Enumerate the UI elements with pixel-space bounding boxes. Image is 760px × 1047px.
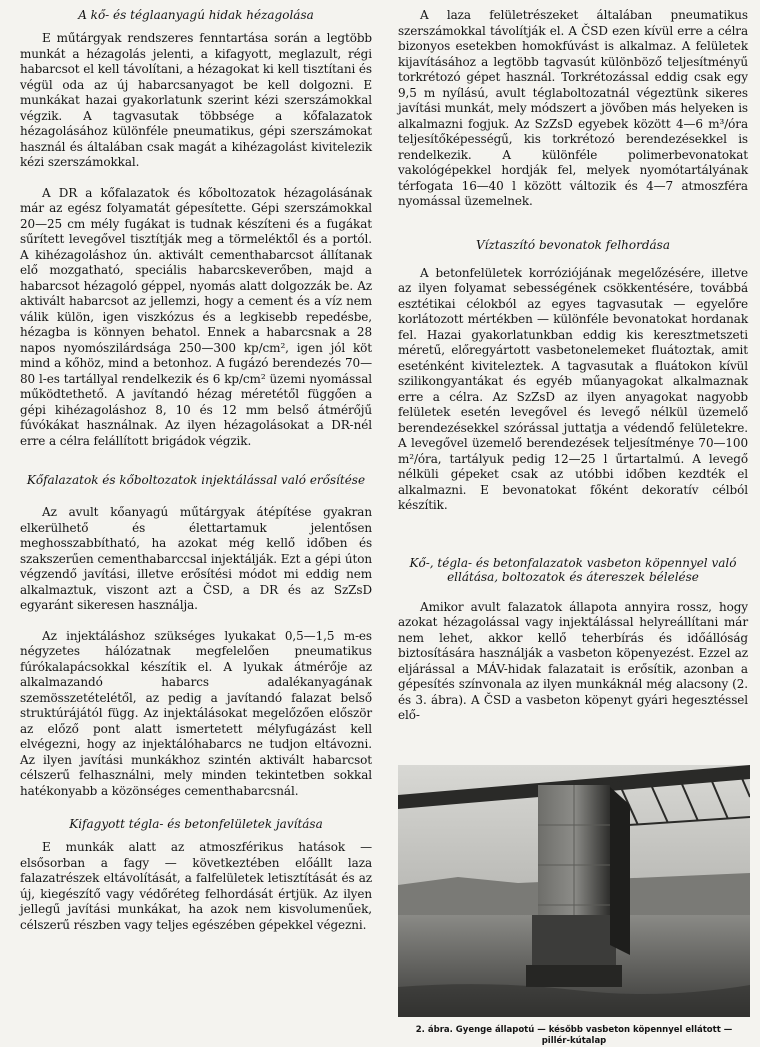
paragraph: E munkák alatt az atmoszférikus hatások — elsősorban a fagy — következtében előállt laza falazatrészek eltávolítását, a falfelületek letisztítását és az új, kiegészítő vagy védőréteg felhordását értjük. Az ilyen jellegű javítási munkákat, ha azok nem kisvolumenűek, célszerű részben vagy teljes egészében gépekkel végezni. xyxy=(20,840,372,932)
section-heading-hezagolas: A kő- és téglaanyagú hidak hézagolása xyxy=(78,8,314,22)
section-heading-injektalas: Kőfalazatok és kőboltozatok injektálással való erősítése xyxy=(26,473,366,487)
section-heading-kopeny: Kő-, tégla- és betonfalazatok vasbeton köpennyel való ellátása, boltozatok és átereszek bélelése xyxy=(409,555,737,584)
paragraph: A betonfelületek korróziójának megelőzésére, illetve az ilyen folyamat sebességének csökkentésére, továbbá esztétikai célokból az egyes tagvasutak — egyelőre korlátozott mértékben — különféle bevonatokat hordanak fel. Hazai gyakorlatunkban eddig kis keresztmetszeti méretű, előregyártott vasbetonelemeket fluátoztak, amit eseténként kiviteleztek. A tagvasutak a fluátokon kívül szilikongyantákat és egyéb műanyagokat alkalmaznak erre a célra. Az SzZsD az ilyen anyagokat nagyobb felületek esetén levegővel és levegő nélkül üzemelő berendezésekkel szórással juttatja a védendő felületekre. A levegővel üzemelő berendezések teljesítménye 70—100 m²/óra, tartályuk pedig 12—25 l űrtartalmú. A levegő nélküli gépeket csak az utóbbi időben kezdték el alkalmazni. E bevonatokat főként dekoratív célból készítik. xyxy=(398,265,748,512)
bridge-pier-photo xyxy=(398,765,750,1017)
paragraph: Az avult kőanyagú műtárgyak átépítése gyakran elkerülhető és élettartamuk jelentősen meghosszabbítható, ha azokat még kellő időben és szakszerűen cementhabarccsal injektálják. Ezt a gépi úton végzendő javítási, illetve erősítési módot mi eddig nem alkalmaztuk, viszont azt a ČSD, a DR és az SzZsD egyaránt sikeresen használja. xyxy=(20,505,372,612)
figure-caption: 2. ábra. Gyenge állapotú — később vasbeton köpennyel ellátott — pillér-kútalap xyxy=(415,1025,733,1046)
section-heading-viztaszito: Víztaszító bevonatok felhordása xyxy=(475,237,670,252)
paragraph: A laza felületrészeket általában pneumatikus szerszámokkal távolítják el. A ČSD ezen kívül erre a célra bizonyos esetekben homokfúvást is alkalmaz. A felületek kijavításához a legtöbb tagvasút különböző teljesítményű torkrétozó gépet használ. Torkrétozással eddig csak egy 9,5 m nyílású, avult téglaboltozatnál végeztünk sikeres javítási munkát, mely módszert a jövőben más helyeken is alkalmazni fogjuk. Az SzZsD egyebek között 4—6 m³/óra teljesítőképességű, kis torkrétozó berendezésekkel is rendelkezik. A különféle polimerbevonatokat vakológépekkel hordják fel, melyek nyomótartályának térfogata 16—40 l között változik és 4—7 atmoszféra nyomással üzemelnek. xyxy=(398,8,748,208)
section-heading-kifagyott: Kifagyott tégla- és betonfelületek javítása xyxy=(69,817,323,831)
paragraph: E műtárgyak rendszeres fenntartása során a legtöbb munkát a hézagolás jelenti, a kifagyott, meglazult, régi habarcsot el kell távolítani, a hézagokat ki kell tisztítani és végül oda az új habarcsanyagot be kell dolgozni. E munkákat hazai gyakorlatunk szerint kézi szerszámokkal végzik. A tagvasutak többsége a kőfalazatok hézagolásához különféle pneumatikus, gépi szerszámokat használ és általában csak magát a kihézagolást kivitelezik kézi szerszámokkal. xyxy=(20,31,372,169)
paragraph: A DR a kőfalazatok és kőboltozatok hézagolásának már az egész folyamatát gépesítette. Gépi szerszámokkal 20—25 cm mély fugákat is tudnak készíteni és a fugákat sűrített levegővel tisztítják meg a törmeléktől és a portól. A kihézagoláshoz ún. aktivált cementhabarcsot állítanak elő mozgatható, speciális habarcskeverőben, majd a habarcsot hézagoló géppel, nyomás alatt dolgozzák be. Az aktivált habarcsot az jellemzi, hogy a cement és a víz nem válik külön, igen viszkózus és a legkisebb repedésbe, hézagba is könnyen behatol. Ennek a habarcsnak a 28 napos nyomószilárdsága 250—300 kp/cm², igen jól köt mind a kőhöz, mind a betonhoz. A fugázó berendezés 70—80 l-es tartállyal rendelkezik és 6 kp/cm² üzemi nyomással működtethető. A javítandó hézag méretétől függően a gépi kihézagoláshoz 8, 10 és 12 mm belső átmérőjű fúvókákat használnak. Az ilyen hézagolásokat a DR-nél erre a célra felállított brigádok végzik. xyxy=(20,185,372,448)
figure-2 xyxy=(398,765,750,1047)
left-column xyxy=(20,8,372,933)
paragraph: Amikor avult falazatok állapota annyira rossz, hogy azokat hézagolással vagy injektálással helyreállítani már nem lehet, akkor kellő teherbírás és időállóság biztosítására használják a vasbeton köpenyezést. Ezzel az eljárással a MÁV-hidak falazatait is erősítik, azonban a gépesítés színvonala az ilyen munkáknál még alacsony (2. és 3. ábra). A ČSD a vasbeton köpenyt gyári hegesztéssel elő- xyxy=(398,599,748,722)
right-column xyxy=(398,8,748,724)
paragraph: Az injektáláshoz szükséges lyukakat 0,5—1,5 m-es négyzetes hálózatnak megfelelően pneumatikus fúrókalapácsokkal készítik el. A lyukak átmérője az alkalmazandó habarcs adalékanyagának szemösszetételétől, az pedig a javítandó falazat belső struktúrájától függ. Az injektálásokat megelőzően először az előző pont alatt ismertetett mélyfugázást kell elvégezni, hogy az injektálóhabarcs ne tudjon eltávozni. Az ilyen javítási munkákhoz szintén aktivált habarcsot célszerű felhasználni, mely minden tekintetben sokkal hatékonyabb a közönséges cementhabarcsnál. xyxy=(20,628,372,798)
